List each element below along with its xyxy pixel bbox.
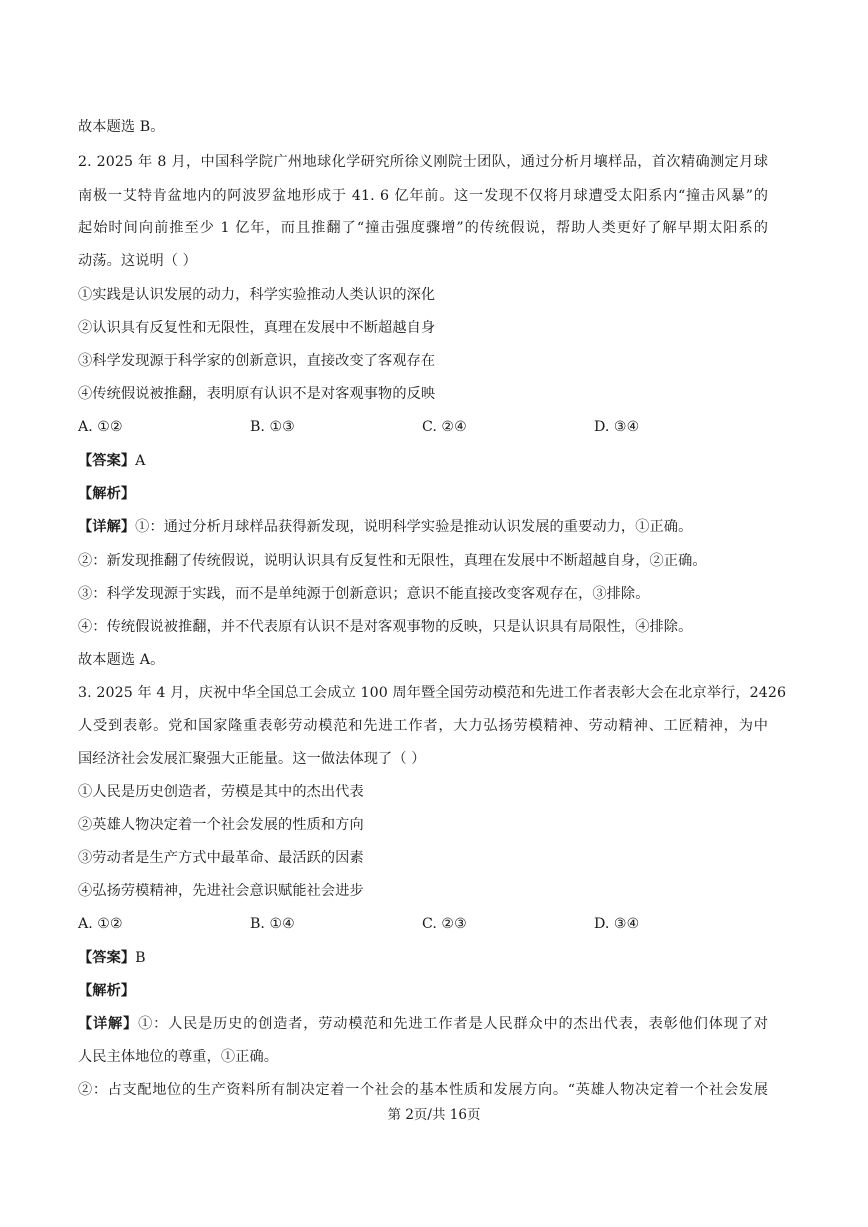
answer-value: A [135,453,146,469]
option-d: D. ③④ [594,419,640,435]
option-d: D. ③④ [594,916,640,932]
detail-text: ①：人民是历史的创造者，劳动模范和先进工作者是人民群众中的杰出代表，表彰他们体现了对 [138,1016,769,1032]
question-3-statement-1: ①人民是历史创造者，劳模是其中的杰出代表 [78,784,364,800]
option-a: A. ①② [78,419,123,435]
page-number-footer: 第 2页/共 16页 [387,1107,481,1123]
question-2-stem: 起始时间向前推至少 1 亿年，而且推翻了“撞击强度骤增”的传统假说，帮助人类更好了解早期太阳系的 [78,220,768,236]
option-b: B. ①④ [250,916,295,932]
question-2-detail-2: ②：新发现推翻了传统假说，说明认识具有反复性和无限性，真理在发展中不断超越自身，②正确。 [78,553,707,569]
question-2-conclusion: 故本题选 A。 [78,652,165,668]
question-2-detail-1 [78,517,692,537]
question-3-analysis-tag: 【解析】 [78,983,136,999]
question-2-detail-4: ④：传统假说被推翻，并不代表原有认识不是对客观事物的反映，只是认识具有局限性，④排除。 [78,619,693,635]
question-2-detail-3: ③：科学发现源于实践，而不是单纯源于创新意识；意识不能直接改变客观存在，③排除。 [78,586,650,602]
question-3-statement-4: ④弘扬劳模精神，先进社会意识赋能社会进步 [78,883,364,899]
question-2-statement-3: ③科学发现源于科学家的创新意识，直接改变了客观存在 [78,353,436,369]
answer-tag: 【答案】 [78,950,136,966]
question-2-statement-1: ①实践是认识发展的动力，科学实验推动人类认识的深化 [78,287,436,303]
question-2-answer [78,451,146,471]
question-3-stem: 人受到表彰。党和国家隆重表彰劳动模范和先进工作者，大力弘扬劳模精神、劳动精神、工匠精神，为中 [78,718,768,734]
question-3-stem: 国经济社会发展汇聚强大正能量。这一做法体现了（ ） [78,751,426,767]
question-3-detail-1 [78,1014,768,1034]
option-c: C. ②④ [422,419,467,435]
option-c: C. ②③ [422,916,467,932]
text-line: 故本题选 B。 [78,119,165,135]
answer-value: B [135,950,146,966]
question-2-statement-4: ④传统假说被推翻，表明原有认识不是对客观事物的反映 [78,386,436,402]
answer-tag: 【答案】 [78,453,136,469]
question-2-stem: 动荡。这说明（ ） [78,253,197,269]
question-3-statement-2: ②英雄人物决定着一个社会发展的性质和方向 [78,817,364,833]
detail-tag: 【详解】 [78,1016,139,1032]
question-3-stem: 3. 2025 年 4 月，庆祝中华全国总工会成立 100 周年暨全国劳动模范和先进工作者表彰大会在北京举行，2426 [78,685,787,701]
question-2-stem: 南极一艾特肯盆地内的阿波罗盆地形成于 41. 6 亿年前。这一发现不仅将月球遭受太阳系内“撞击风暴”的 [78,188,768,204]
detail-tag: 【详解】 [78,519,136,535]
question-2-stem: 2. 2025 年 8 月，中国科学院广州地球化学研究所徐义刚院士团队，通过分析月壤样品，首次精确测定月球 [78,154,768,170]
option-b: B. ①③ [250,419,295,435]
option-a: A. ①② [78,916,123,932]
question-3-detail-2: ②：占支配地位的生产资料所有制决定着一个社会的基本性质和发展方向。“英雄人物决定着一个社会发展 [78,1082,768,1098]
question-3-statement-3: ③劳动者是生产方式中最革命、最活跃的因素 [78,850,364,866]
question-2-statement-2: ②认识具有反复性和无限性，真理在发展中不断超越自身 [78,320,436,336]
question-3-detail-1-cont: 人民主体地位的尊重，①正确。 [78,1049,279,1065]
question-2-analysis-tag: 【解析】 [78,486,136,502]
question-3-answer [78,948,146,968]
detail-text: ①：通过分析月球样品获得新发现，说明科学实验是推动认识发展的重要动力，①正确。 [135,519,693,535]
